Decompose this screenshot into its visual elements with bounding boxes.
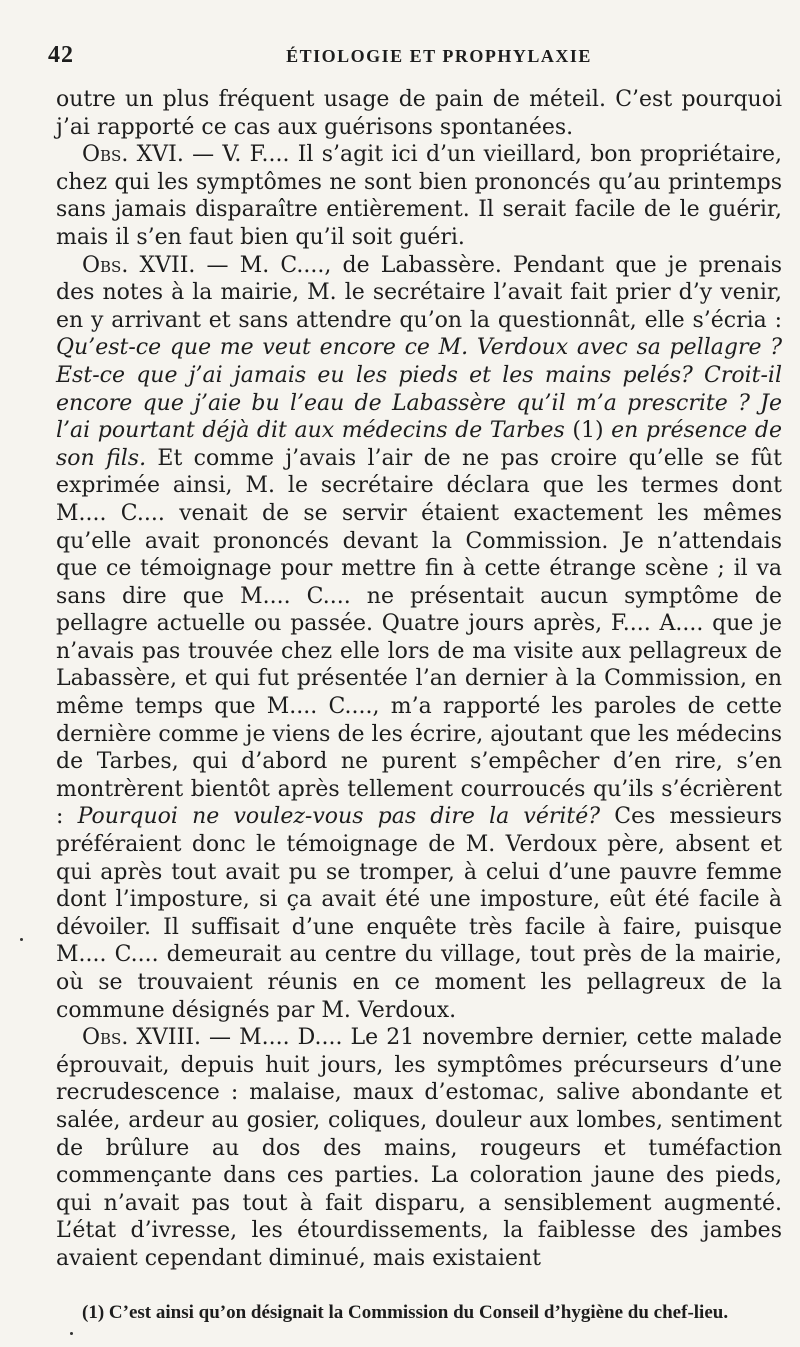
running-head: ÉTIOLOGIE ET PROPHYLAXIE <box>286 46 592 66</box>
page-number: 42 <box>48 42 74 68</box>
italic-text: en présence de son fils. <box>56 418 783 471</box>
observation-label: Obs. XVIII. <box>82 1025 201 1051</box>
italic-text: Pourquoi ne voulez-vous pas dire la vérité? <box>77 804 601 830</box>
margin-speck <box>20 938 23 941</box>
body-text <box>56 86 782 1273</box>
paragraph <box>56 1024 782 1272</box>
footnote: (1) C’est ainsi qu’on désignait la Commission du Conseil d’hygiène du chef-lieu. <box>82 1301 729 1323</box>
italic-text: Qu’est-ce que me veut encore ce M. Verdoux avec sa pellagre ? Est-ce que j’ai jamais eu les pieds et les mains pelés? Croit-il encore que j’aie bu l’eau de Labassère qu’il m’a prescrite ? Je l’ai pourtant déjà dit aux médecins de Tarbes <box>56 335 782 444</box>
text-segment: — V. F.... Il s’agit ici d’un vieillard, bon propriétaire, chez qui les symptômes ne sont bien prononcés qu’au printemps sans jamais disparaître entièrement. Il serait facile de le guérir, mais il s’en faut bien qu’il soit guéri. <box>56 142 782 250</box>
observation-label: Obs. XVI. <box>82 142 184 168</box>
page-header <box>48 38 782 72</box>
margin-speck <box>70 1332 73 1335</box>
text-segment: — M.... D.... Le 21 novembre dernier, cette malade éprouvait, depuis huit jours, les symptômes précurseurs d’une recrudescence : malaise, maux d’estomac, salive abondante et salée, ardeur au gosier, coliques, douleur aux lombes, sentiment de brûlure au dos des mains, rougeurs et tuméfaction commençante dans ces parties. La coloration jaune des pieds, qui n’avait pas tout à fait disparu, a sensiblement augmenté. L’état d’ivresse, les étourdissements, la faiblesse des jambes avaient cependant diminué, mais existaient <box>56 1025 782 1271</box>
text-segment: Ces messieurs préféraient donc le témoignage de M. Verdoux père, absent et qui après tout avait pu se tromper, à celui d’une pauvre femme dont l’imposture, si ça avait été une imposture, eût été facile à dévoiler. Il suffisait d’une enquête très facile à faire, puisque M.... C.... demeurait au centre du village, tout près de la mairie, où se trouvaient réunis en ce moment les pellagreux de la commune désignés par M. Verdoux. <box>56 804 783 1023</box>
text-segment: Et comme j’avais l’air de ne pas croire qu’elle se fût exprimée ainsi, M. le secrétaire déclara que les termes dont M.... C.... venait de se servir étaient exactement les mêmes qu’elle avait prononcés devant la Commission. Je n’attendais que ce témoignage pour mettre fin à cette étrange scène ; il va sans dire que M.... C.... ne présentait aucun symptôme de pellagre actuelle ou passée. Quatre jours après, F.... A.... que je n’avais pas trouvée chez elle lors de ma visite aux pellagreux de Labassère, et qui fut présentée l’an dernier à la Commission, en même temps que M.... C...., m’a rapporté les paroles de cette dernière comme je viens de les écrire, ajoutant que les médecins de Tarbes, qui d’abord ne purent s’empêcher d’en rire, s’en montrèrent bientôt après tellement courroucés qu’ils s’écrièrent : <box>56 445 783 830</box>
paragraph <box>56 86 782 141</box>
paragraph <box>56 252 782 1025</box>
text-segment: (1) <box>564 418 612 444</box>
observation-label: Obs. XVII. <box>82 252 196 278</box>
text-segment: — M. C...., de Labassère. Pendant que je prenais des notes à la mairie, M. le secrétaire l’avait fait prier d’y venir, en y arrivant et sans attendre qu’on la questionnât, elle s’écria : <box>56 252 782 333</box>
paragraph <box>56 141 782 251</box>
text-segment: outre un plus fréquent usage de pain de méteil. C’est pourquoi j’ai rapporté ce cas aux guérisons spontanées. <box>56 87 782 140</box>
